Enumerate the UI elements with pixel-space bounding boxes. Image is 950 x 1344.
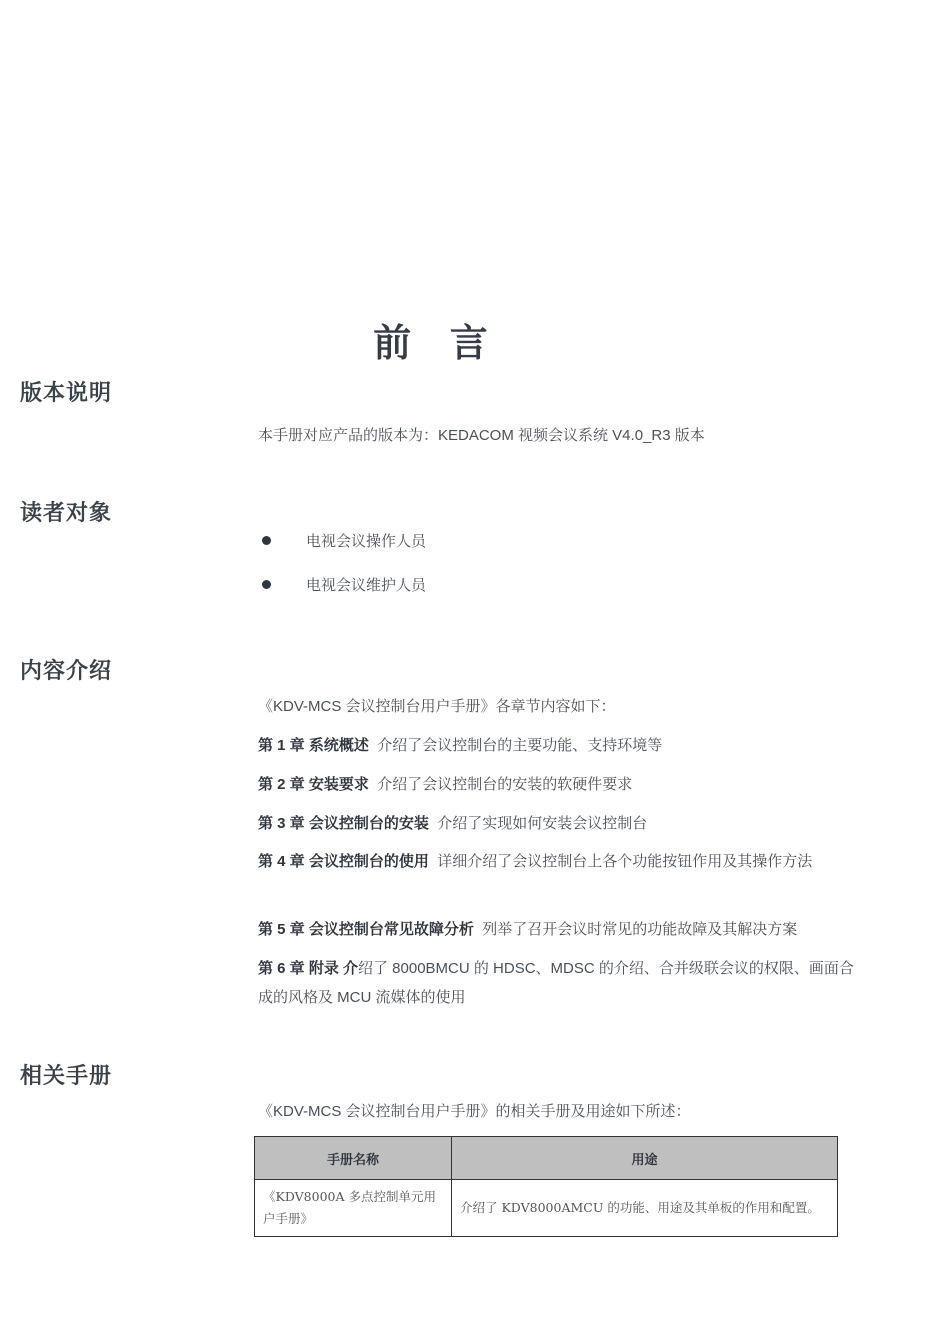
- column-header-manual-name: 手册名称: [255, 1137, 452, 1180]
- chapter-entry: [258, 731, 868, 760]
- audience-item-label: 电视会议维护人员: [306, 577, 427, 594]
- bullet-icon: [262, 580, 271, 589]
- version-text: 本手册对应产品的版本为：KEDACOM 视频会议系统 V4.0_R3 版本: [258, 427, 705, 444]
- chapter-entry: [258, 847, 868, 876]
- chapter-desc: 介绍了会议控制台的安装的软硬件要求: [377, 776, 633, 793]
- contents-intro: 《KDV-MCS 会议控制台用户手册》各章节内容如下：: [258, 698, 616, 715]
- section-heading-version: 版本说明: [20, 380, 113, 405]
- chapter-desc: 介绍了会议控制台的主要功能、支持环境等: [377, 737, 663, 754]
- chapter-title: 第 5 章 会议控制台常见故障分析: [258, 921, 474, 938]
- chapter-desc: 详细介绍了会议控制台上各个功能按钮作用及其操作方法: [437, 853, 813, 870]
- chapter-entry: [258, 809, 868, 838]
- chapter-desc: 绍了 8000BMCU 的 HDSC、MDSC 的介绍、合并级联会议的权限、画面合成的风格及 MCU 流媒体的使用: [258, 960, 854, 1006]
- chapter-title: 第 6 章 附录 介: [258, 960, 359, 977]
- bullet-icon: [262, 536, 271, 545]
- chapter-title: 第 4 章 会议控制台的使用: [258, 853, 429, 870]
- audience-list-item: [262, 574, 426, 595]
- table-row: [255, 1180, 838, 1237]
- chapter-title: 第 3 章 会议控制台的安装: [258, 815, 429, 832]
- page-title: 前 言: [373, 323, 502, 365]
- audience-item-label: 电视会议操作人员: [306, 533, 427, 550]
- manual-usage-cell: 介绍了 KDV8000AMCU 的功能、用途及其单板的作用和配置。: [452, 1180, 838, 1237]
- chapter-entry: [258, 770, 868, 799]
- chapter-desc: 介绍了实现如何安装会议控制台: [437, 815, 648, 832]
- related-intro: 《KDV-MCS 会议控制台用户手册》的相关手册及用途如下所述：: [258, 1103, 691, 1120]
- chapter-desc: 列举了召开会议时常见的功能故障及其解决方案: [482, 921, 798, 938]
- audience-list-item: [262, 530, 426, 551]
- manual-name-cell: 《KDV8000A 多点控制单元用户手册》: [255, 1180, 452, 1237]
- chapter-title: 第 2 章 安装要求: [258, 776, 369, 793]
- section-heading-related: 相关手册: [20, 1063, 113, 1088]
- section-heading-contents: 内容介绍: [20, 658, 113, 683]
- column-header-usage: 用途: [452, 1137, 838, 1180]
- table-header-row: [255, 1137, 838, 1180]
- chapter-title: 第 1 章 系统概述: [258, 737, 369, 754]
- chapter-entry: [258, 954, 868, 1012]
- related-manuals-table: [254, 1136, 838, 1237]
- section-heading-audience: 读者对象: [20, 500, 113, 525]
- chapter-entry: [258, 915, 868, 944]
